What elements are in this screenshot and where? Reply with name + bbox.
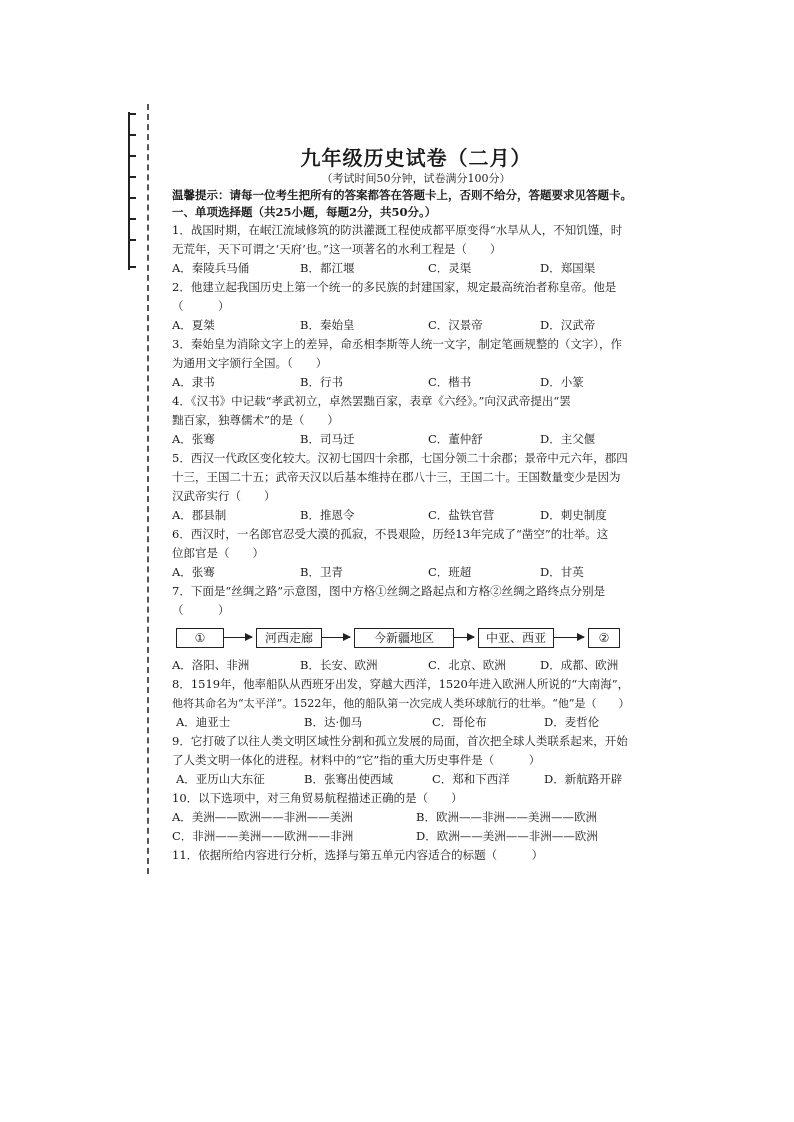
options-row (172, 808, 660, 827)
option-a: A．张骞 (172, 432, 215, 446)
option-d: D．甘英 (540, 565, 584, 579)
question-text: 他将其命名为“太平洋”。1522年，他的船队第一次完成人类环球航行的壮举。“他”是（ ） (172, 697, 630, 710)
options-row (172, 373, 660, 392)
arrow-icon (554, 637, 584, 638)
options-row (172, 259, 660, 278)
options-row (172, 713, 660, 732)
silk-road-xinjiang-box: 今新疆地区 (354, 628, 454, 648)
arrow-icon (322, 637, 350, 638)
question-text: 黜百家，独尊儒术”的是（ ） (172, 413, 339, 427)
question-9 (172, 732, 660, 789)
question-text: 2．他建立起我国历史上第一个统一的多民族的封建国家，规定最高统治者称皇帝。他是 (172, 280, 617, 294)
option-a: A．秦陵兵马俑 (172, 261, 250, 275)
question-text: （ ） (172, 603, 230, 617)
option-b: B．张骞出使西域 (304, 772, 393, 786)
option-b: B．卫青 (300, 565, 343, 579)
exam-subtitle: （考试时间50分钟，试卷满分100分） (321, 172, 511, 185)
option-b: B．欧洲——非洲——美洲——欧洲 (416, 810, 597, 824)
options-row (172, 770, 660, 789)
binding-tick (128, 218, 136, 220)
binding-tick (128, 176, 136, 178)
arrow-icon (454, 637, 474, 638)
option-b: B．司马迁 (300, 432, 355, 446)
silk-road-diagram (172, 624, 660, 654)
question-2 (172, 278, 660, 335)
question-text: 7．下面是“丝绸之路”示意图，图中方格①丝绸之路起点和方格②丝绸之路终点分别是 (172, 584, 606, 598)
options-row (172, 827, 660, 846)
question-text: 汉武帝实行（ ） (172, 489, 276, 503)
option-d: D．小篆 (540, 375, 584, 389)
option-a: A．郡县制 (172, 508, 227, 522)
seal-dashed-line (147, 104, 149, 874)
question-text: 1．战国时期，在岷江流域修筑的防洪灌溉工程使成都平原变得“水旱从人，不知饥馑，时 (172, 223, 623, 237)
question-text: 位郎官是（ ） (172, 546, 264, 560)
question-5 (172, 449, 660, 525)
option-d: D．新航路开辟 (544, 772, 623, 786)
option-a: A．美洲——欧洲——非洲——美洲 (172, 810, 353, 824)
option-d: D．汉武帝 (540, 318, 596, 332)
question-4 (172, 392, 660, 449)
exam-content (172, 145, 660, 865)
option-b: B．长安、欧洲 (300, 658, 378, 672)
question-8 (172, 675, 660, 732)
option-a: A．亚历山大东征 (176, 772, 265, 786)
options-row (172, 430, 660, 449)
option-a: A．隶书 (172, 375, 215, 389)
arrow-icon (224, 637, 252, 638)
reminder-tip: 温馨提示：请每一位考生把所有的答案都答在答题卡上，否则不给分，答题要求见答题卡。 (172, 188, 632, 202)
option-b: B．秦始皇 (300, 318, 355, 332)
silk-road-central-asia-box: 中亚、西亚 (478, 628, 554, 648)
option-c: C．董仲舒 (428, 432, 483, 446)
option-d: D．刺史制度 (540, 508, 607, 522)
option-d: D．主父偃 (540, 432, 596, 446)
option-c: C．郑和下西洋 (432, 772, 510, 786)
option-c: C．汉景帝 (428, 318, 483, 332)
options-row (172, 506, 660, 525)
option-b: B．达·伽马 (304, 715, 363, 729)
option-c: C．楷书 (428, 375, 472, 389)
binding-tick (128, 266, 136, 268)
option-c: C．哥伦布 (432, 715, 487, 729)
option-c: C．北京、欧洲 (428, 658, 506, 672)
question-text: 为通用文字颁行全国。（ ） (172, 356, 328, 370)
question-text: 9．它打破了以往人类文明区域性分割和孤立发展的局面，首次把全球人类联系起来，开始 (172, 734, 628, 748)
question-text: 了人类文明一体化的进程。材料中的“它”指的重大历史事件是（ ） (172, 753, 541, 767)
option-c: C．灵渠 (428, 261, 472, 275)
option-a: A．洛阳、非洲 (172, 658, 250, 672)
question-text: 4．《汉书》中记载“孝武初立，卓然罢黜百家，表章《六经》。”向汉武帝提出“罢 (172, 394, 571, 408)
option-d: D．成都、欧洲 (540, 658, 619, 672)
option-b: B．都江堰 (300, 261, 355, 275)
options-row (172, 316, 660, 335)
option-d: D．郑国渠 (540, 261, 596, 275)
exam-title: 九年级历史试卷（二月） (300, 146, 532, 170)
question-3 (172, 335, 660, 392)
question-text: 5．西汉一代政区变化较大。汉初七国四十余郡，七国分领二十余郡；景帝中元六年，郡四 (172, 451, 628, 465)
binding-tick (128, 134, 136, 136)
question-text: 无荒年，天下可谓之‘天府’也。”这一项著名的水利工程是（ ） (172, 242, 502, 256)
option-d: D．麦哲伦 (544, 715, 600, 729)
question-text: 3．秦始皇为消除文字上的差异，命丞相李斯等人统一文字，制定笔画规整的（文字），作 (172, 337, 623, 351)
option-c: C．盐铁官营 (428, 508, 495, 522)
question-text: 10．以下选项中，对三角贸易航程描述正确的是（ ） (172, 791, 463, 805)
option-d: D．欧洲——美洲——非洲——欧洲 (416, 829, 598, 843)
binding-tick (128, 155, 136, 157)
option-b: B．行书 (300, 375, 343, 389)
binding-tick (128, 197, 136, 199)
question-10 (172, 789, 660, 846)
question-text: 6．西汉时，一名郎官忍受大漠的孤寂，不畏艰险，历经13年完成了“凿空”的壮举。这 (172, 527, 609, 541)
silk-road-end-box: ② (588, 628, 620, 648)
options-row (172, 563, 660, 582)
option-a: A．张骞 (172, 565, 215, 579)
question-text: 十三，王国二十五；武帝天汉以后基本维持在郡八十三，王国二十。王国数量变少是因为 (172, 470, 621, 484)
question-1 (172, 221, 660, 278)
question-6 (172, 525, 660, 582)
option-a: A．迪亚士 (176, 715, 231, 729)
silk-road-hexi-box: 河西走廊 (256, 628, 322, 648)
option-a: A．夏桀 (172, 318, 215, 332)
option-c: C．班超 (428, 565, 472, 579)
option-b: B．推恩令 (300, 508, 355, 522)
question-text: 8．1519年，他率船队从西班牙出发，穿越大西洋，1520年进入欧洲人所说的“大南海”， (172, 677, 630, 691)
question-7 (172, 582, 660, 675)
question-text: 11．依据所给内容进行分析，选择与第五单元内容适合的标题（ ） (172, 848, 544, 862)
binding-tick (128, 239, 136, 241)
binding-tick (128, 113, 136, 115)
section-heading: 一、单项选择题（共25小题，每题2分，共50分。） (172, 205, 437, 219)
question-11 (172, 846, 660, 865)
options-row (172, 656, 660, 675)
question-text: （ ） (172, 299, 230, 313)
option-c: C．非洲——美洲——欧洲——非洲 (172, 829, 354, 843)
silk-road-start-box: ① (176, 628, 224, 648)
